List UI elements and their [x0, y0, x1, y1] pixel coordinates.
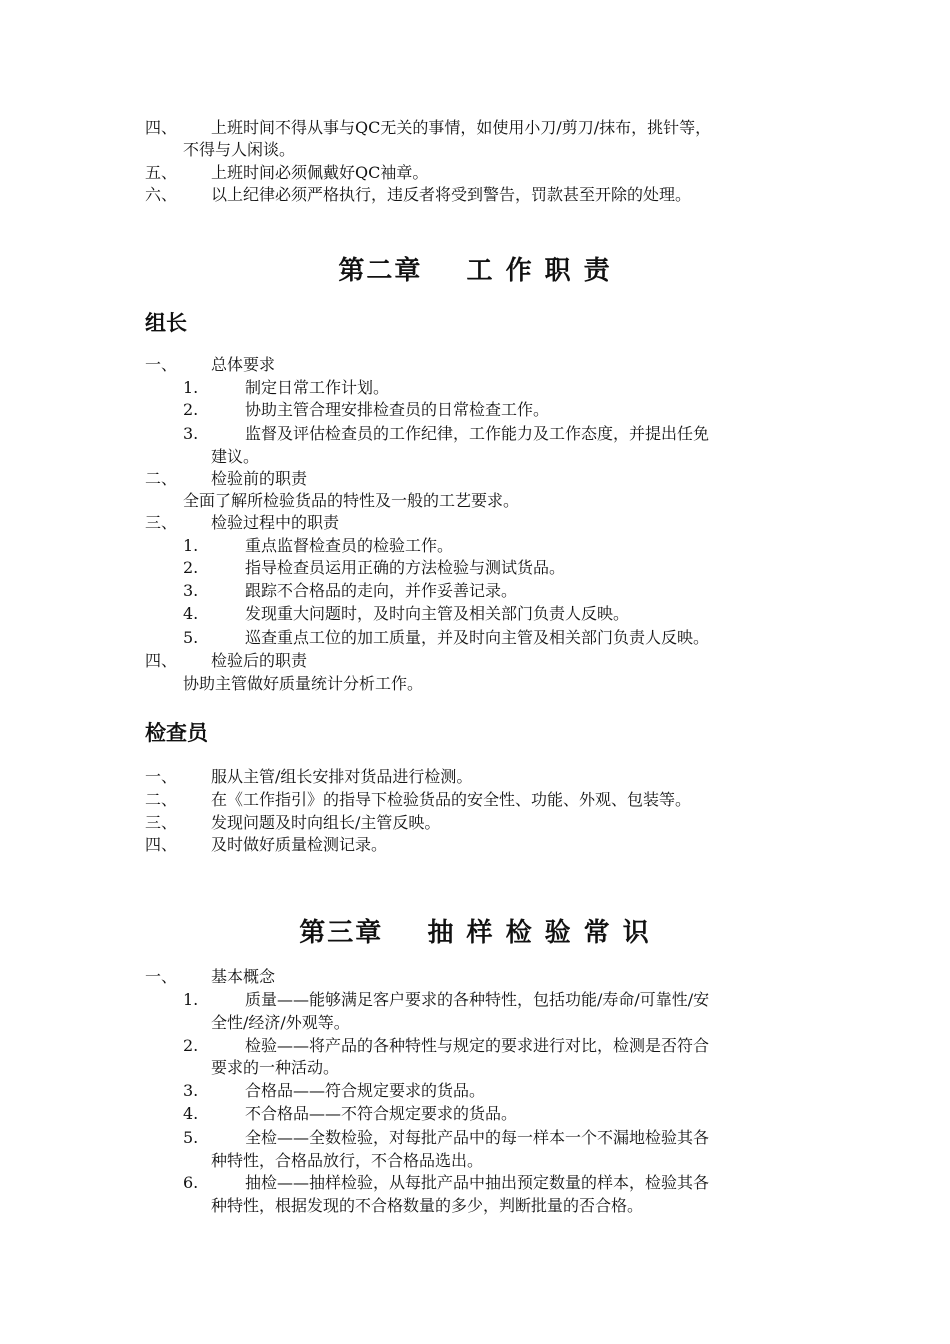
zz-s1-num: 一、 [145, 355, 178, 374]
zz-s1-text: 总体要求 [211, 355, 276, 374]
jcy-item-4 [145, 834, 387, 856]
item-text: 合格品——符合规定要求的货品。 [245, 1081, 486, 1100]
item-num: 1. [183, 536, 199, 555]
chapter-2-title: 第二章 工 作 职 责 [338, 256, 612, 286]
zz-s3-item-2 [183, 557, 565, 579]
item-num: 二、 [145, 790, 178, 809]
item-num: 1. [183, 990, 199, 1009]
rule-4 [145, 117, 711, 139]
zz-s3-item-4 [183, 603, 629, 625]
rule-6-text: 以上纪律必须严格执行，违反者将受到警告，罚款甚至开除的处理。 [211, 185, 692, 204]
item-num: 4. [183, 604, 199, 623]
zz-s2-body: 全面了解所检验货品的特性及一般的工艺要求。 [183, 491, 520, 510]
concept-4 [183, 1103, 517, 1125]
jcy-item-1 [145, 766, 472, 788]
concept-3 [183, 1080, 485, 1102]
zz-s1-item-3 [183, 423, 709, 445]
concept-5 [183, 1127, 709, 1149]
concept-2 [183, 1035, 709, 1057]
item-num: 三、 [145, 813, 178, 832]
concept-6 [183, 1172, 709, 1194]
zz-s2 [145, 468, 307, 490]
zz-s4-num: 四、 [145, 651, 178, 670]
zz-s2-num: 二、 [145, 469, 178, 488]
rule-6 [145, 184, 691, 206]
item-num: 6. [183, 1173, 199, 1192]
item-text: 服从主管/组长安排对货品进行检测。 [211, 767, 473, 786]
concepts-s1-num: 一、 [145, 967, 178, 986]
zz-s1-item-3-cont: 建议。 [211, 447, 260, 466]
item-num: 2. [183, 558, 199, 577]
zz-s3 [145, 512, 339, 534]
item-num: 2. [183, 1036, 199, 1055]
concepts-s1 [145, 966, 275, 988]
chapter-3-title: 第三章 抽 样 检 验 常 识 [299, 918, 651, 948]
item-num: 3. [183, 1081, 199, 1100]
item-text: 质量——能够满足客户要求的各种特性，包括功能/寿命/可靠性/安 [245, 990, 710, 1009]
item-num: 3. [183, 424, 199, 443]
item-text: 指导检查员运用正确的方法检验与测试货品。 [245, 558, 566, 577]
concept-1-cont: 全性/经济/外观等。 [211, 1013, 350, 1032]
item-num: 四、 [145, 835, 178, 854]
item-num: 一、 [145, 767, 178, 786]
zz-s4-body: 协助主管做好质量统计分析工作。 [183, 674, 424, 693]
item-text: 不合格品——不符合规定要求的货品。 [245, 1104, 518, 1123]
zz-s1-item-2 [183, 399, 549, 421]
item-text: 巡查重点工位的加工质量，并及时向主管及相关部门负责人反映。 [245, 628, 710, 647]
item-text: 监督及评估检查员的工作纪律，工作能力及工作态度，并提出任免 [245, 424, 710, 443]
zz-s3-item-1 [183, 535, 453, 557]
item-text: 在《工作指引》的指导下检验货品的安全性、功能、外观、包装等。 [211, 790, 692, 809]
rule-4-text: 上班时间不得从事与QC无关的事情，如使用小刀/剪刀/抹布，挑针等， [211, 118, 712, 137]
item-text: 全检——全数检验，对每批产品中的每一样本一个不漏地检验其各 [245, 1128, 710, 1147]
item-num: 3. [183, 581, 199, 600]
item-text: 发现问题及时向组长/主管反映。 [211, 813, 441, 832]
item-text: 跟踪不合格品的走向，并作妥善记录。 [245, 581, 518, 600]
rule-4-cont: 不得与人闲谈。 [183, 140, 296, 159]
rule-5-num: 五、 [145, 163, 178, 182]
concept-5-cont: 种特性，合格品放行，不合格品选出。 [211, 1151, 484, 1170]
zz-s2-text: 检验前的职责 [211, 469, 308, 488]
concepts-s1-text: 基本概念 [211, 967, 276, 986]
zz-s4 [145, 650, 307, 672]
item-text: 协助主管合理安排检查员的日常检查工作。 [245, 400, 550, 419]
rule-6-num: 六、 [145, 185, 178, 204]
zz-s3-item-3 [183, 580, 517, 602]
zz-s1-item-1 [183, 377, 389, 399]
zz-s1 [145, 354, 275, 376]
zz-s4-text: 检验后的职责 [211, 651, 308, 670]
item-num: 4. [183, 1104, 199, 1123]
zz-s3-item-5 [183, 627, 709, 649]
concept-2-cont: 要求的一种活动。 [211, 1058, 340, 1077]
item-text: 重点监督检查员的检验工作。 [245, 536, 454, 555]
item-num: 2. [183, 400, 199, 419]
rule-5 [145, 162, 428, 184]
jcy-item-3 [145, 812, 440, 834]
item-num: 5. [183, 1128, 199, 1147]
item-text: 抽检——抽样检验，从每批产品中抽出预定数量的样本，检验其各 [245, 1173, 710, 1192]
jcy-item-2 [145, 789, 691, 811]
section-heading-zuzhang: 组长 [145, 311, 187, 335]
section-heading-jianchayuan: 检查员 [145, 721, 208, 745]
zz-s3-text: 检验过程中的职责 [211, 513, 340, 532]
concept-6-cont: 种特性，根据发现的不合格数量的多少，判断批量的否合格。 [211, 1196, 644, 1215]
item-text: 检验——将产品的各种特性与规定的要求进行对比，检测是否符合 [245, 1036, 710, 1055]
item-text: 制定日常工作计划。 [245, 378, 390, 397]
item-text: 及时做好质量检测记录。 [211, 835, 388, 854]
rule-4-num: 四、 [145, 118, 178, 137]
rule-5-text: 上班时间必须佩戴好QC袖章。 [211, 163, 429, 182]
item-text: 发现重大问题时，及时向主管及相关部门负责人反映。 [245, 604, 630, 623]
concept-1 [183, 989, 709, 1011]
zz-s3-num: 三、 [145, 513, 178, 532]
item-num: 1. [183, 378, 199, 397]
item-num: 5. [183, 628, 199, 647]
